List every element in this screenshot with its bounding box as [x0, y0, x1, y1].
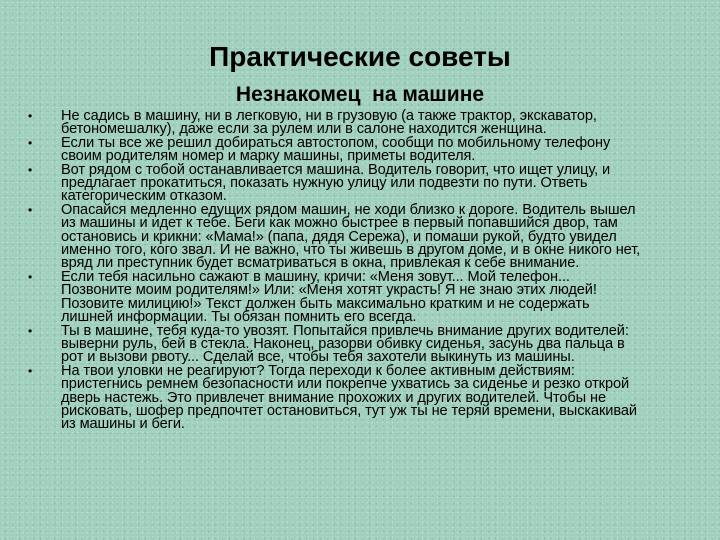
- bullet-item: [28, 362, 704, 433]
- bullet-text: Если тебя насильно сажают в машину, кричи: «Меня зовут... Мой телефон... Позвоните моим родителям!» Или: «Меня хотят украсть! Я не знаю этих людей! Позовите милицию!» Текст должен быть максимально кратким и не содержать лишней информации. Ты обязан помнить его всегда.: [61, 268, 597, 326]
- bullet-item: [28, 201, 704, 272]
- bullet-icon: •: [28, 363, 33, 378]
- bullet-item: [28, 322, 704, 366]
- bullet-text: Ты в машине, тебя куда-то увозят. Попытайся привлечь внимание других водителей: выверни руль, бей в стекла. Наконец, разорви обивку сиденья, засунь два пальца в рот и вызови рвоту... Сделай все, чтобы тебя захотели выкинуть из машины.: [61, 322, 629, 366]
- slide-subtitle: Незнакомец на машине: [235, 83, 485, 106]
- bullet-text: Не садись в машину, ни в легковую, ни в грузовую (а также трактор, экскаватор, бетономешалку), даже если за рулем или в салоне находится женщина.: [61, 108, 597, 138]
- bullet-icon: •: [28, 323, 33, 338]
- bullet-text: Опасайся медленно едущих рядом машин, не ходи близко к дороге. Водитель вышел из машины и идет к тебе. Беги как можно быстрее в первый попавшийся двор, там остановись и крикни: «Мама!» (папа, дядя Сережа), и помаши рукой, будто увидел именно того, кого звал. И не важно, что ты живешь в другом доме, и в окне никого нет, вряд ли преступник будет всматриваться в окна, привлекая к себе внимание.: [61, 201, 641, 272]
- bullet-list: [28, 110, 704, 432]
- bullet-item: [28, 161, 704, 205]
- bullet-item: [28, 110, 704, 137]
- bullet-text: Вот рядом с тобой останавливается машина. Водитель говорит, что ищет улицу, и предлагает прокатиться, показать нужную улицу или подвезти по пути. Ответь категорическим отказом.: [61, 161, 611, 205]
- bullet-icon: •: [28, 162, 33, 177]
- bullet-text: На твои уловки не реагируют? Тогда переходи к более активным действиям: пристегнись ремнем безопасности или покрепче ухватись за сиденье и резко открой дверь настежь. Это привлечет внимание прохожих и других водителей. Чтобы не рисковать, шофер предпочтет остановиться, тут уж ты не теряй времени, выскакивай из машины и беги.: [61, 362, 637, 433]
- bullet-item: [28, 268, 704, 326]
- bullet-item: [28, 134, 704, 165]
- bullet-icon: •: [28, 202, 33, 217]
- slide-title: Практические советы: [209, 41, 511, 72]
- bullet-text: Если ты все же решил добираться автостопом, сообщи по мобильному телефону своим родителям номер и марку машины, приметы водителя.: [61, 134, 611, 165]
- bullet-icon: •: [28, 109, 33, 123]
- bullet-icon: •: [28, 135, 33, 150]
- bullet-icon: •: [28, 269, 33, 284]
